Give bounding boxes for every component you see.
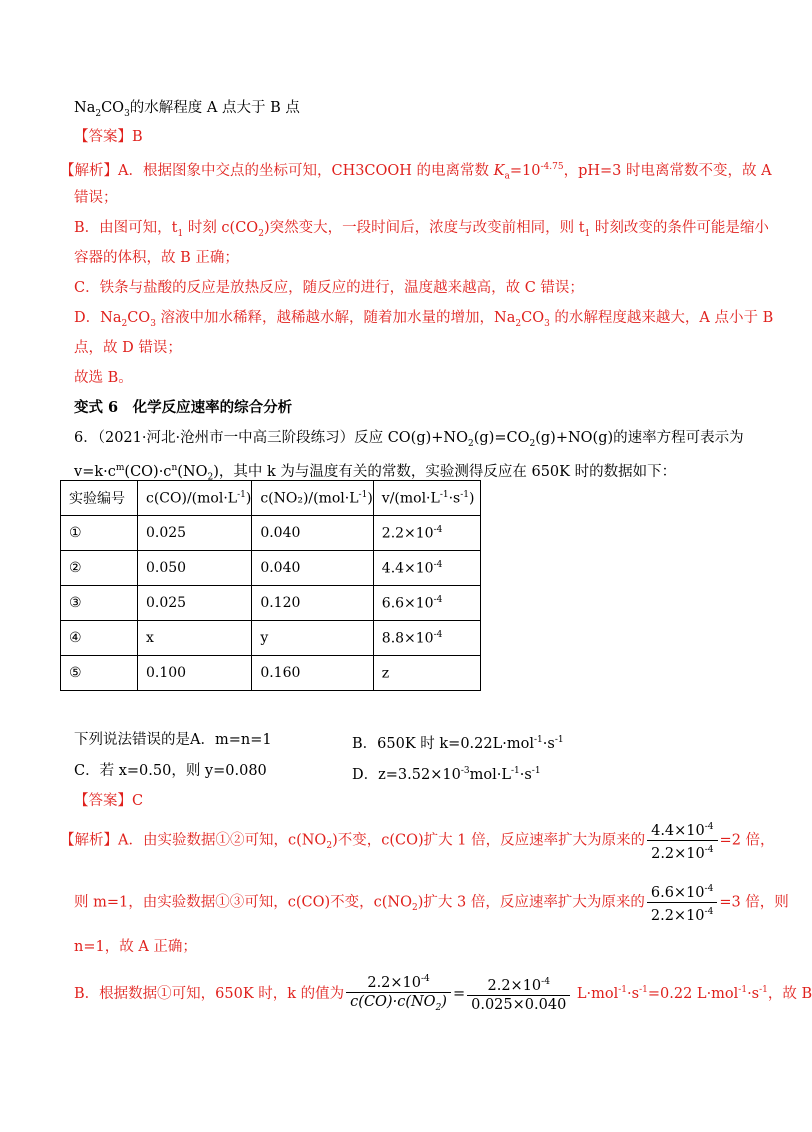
text: D．z=3.52×10: [352, 766, 461, 783]
table-cell: 0.040: [252, 551, 373, 586]
table-header-cell: [373, 481, 480, 516]
sub: 2: [326, 841, 333, 852]
sub: 2: [95, 108, 102, 119]
text: 6．（2021·河北·沧州市一中高三阶段练习）反应 CO(g)+NO: [74, 430, 469, 446]
text: )突然变大，一段时间后，浓度与改变前相同，则 t: [263, 220, 585, 236]
text: B．650K 时 k=0.22L·mol: [352, 735, 534, 752]
text: v=k·c: [74, 463, 116, 480]
table-cell: ⑤: [61, 656, 138, 691]
text: ·s: [519, 766, 532, 783]
text: 实验编号: [69, 491, 125, 507]
sup: -1: [460, 489, 470, 500]
section-title: 变式 6 化学反应速率的综合分析: [74, 399, 293, 416]
text: 4.4×10: [381, 560, 434, 577]
sub: 3: [124, 108, 130, 119]
text: (g)=CO: [473, 430, 530, 446]
analysis-choose: 故选 B。: [74, 370, 133, 386]
text: ，pH=3 时电离常数不变，故 A: [563, 162, 772, 179]
text: ): [245, 490, 252, 507]
table-cell: 0.120: [252, 586, 373, 621]
analysis-a-line1: [60, 157, 772, 187]
text: ): [367, 490, 373, 507]
table-cell: 0.025: [138, 586, 252, 621]
fraction-numerator: [647, 880, 717, 903]
text: ·s: [747, 985, 760, 1002]
table-row: [61, 656, 481, 691]
text: B．由图可知，t: [74, 220, 178, 236]
sup: -3: [460, 766, 470, 776]
sup: -1: [738, 985, 748, 995]
sub: 2: [412, 903, 418, 914]
text: 6.6×10: [650, 884, 705, 901]
text: L·mol: [572, 985, 619, 1002]
option-b: [352, 730, 564, 754]
text: CO: [101, 100, 125, 116]
sup: -4: [433, 629, 443, 640]
table-header-row: [61, 481, 481, 516]
fraction-numerator: [467, 973, 570, 996]
option-a: 下列说法错误的是A．m=n=1: [74, 732, 272, 748]
sup: -1: [554, 735, 564, 745]
sup: -4: [433, 559, 443, 570]
analysis2-line2: [74, 880, 789, 928]
sub: 1: [177, 228, 184, 239]
analysis2-line3: n=1，故 A 正确；: [74, 939, 197, 955]
sup: -1: [510, 766, 520, 776]
text: =10: [509, 162, 541, 179]
sup: -4.75: [540, 162, 564, 172]
text: 【解析】A．根据图象中交点的坐标可知，CH3COOH 的电离常数: [60, 162, 494, 179]
question-6-line1: [74, 428, 744, 454]
text: CO: [127, 310, 151, 326]
fraction: [647, 818, 717, 863]
text: 2.2×10: [651, 845, 705, 862]
text: (NO: [177, 463, 208, 480]
text: )扩大 3 倍，反应速率扩大为原来的: [417, 894, 645, 911]
fraction-numerator: [647, 818, 717, 841]
sub: 3: [150, 318, 156, 329]
table-header-cell: [61, 481, 138, 516]
table-row: [61, 516, 481, 551]
text: 6.6×10: [381, 595, 434, 612]
sup: -1: [533, 735, 543, 745]
text: =0.22 L·mol: [647, 985, 739, 1002]
sub: 3: [544, 318, 550, 329]
text: =2 倍，: [719, 832, 775, 849]
sup: -1: [618, 985, 628, 995]
sup: m: [115, 463, 125, 473]
sup: -4: [704, 822, 714, 832]
table-cell: 0.160: [252, 656, 373, 691]
sup: n: [171, 463, 178, 473]
intro-line: [74, 98, 300, 124]
text: 的水解程度 A 点大于 B 点: [129, 100, 300, 116]
table-row: [61, 551, 481, 586]
sub: a: [504, 171, 510, 182]
fraction-denominator: [346, 993, 451, 1017]
sup: -1: [639, 985, 648, 995]
sup: -1: [759, 985, 768, 995]
sub: 2: [515, 318, 522, 329]
sup: -4: [704, 844, 714, 855]
table-cell: ①: [61, 516, 138, 551]
sub: 2: [121, 318, 128, 329]
sup: -1: [358, 489, 368, 500]
analysis-b-line2: 容器的体积，故 B 正确；: [74, 250, 239, 266]
sup: -1: [531, 766, 541, 776]
sub: 2: [258, 228, 264, 239]
sup: -4: [704, 884, 714, 894]
data-table: [60, 480, 481, 691]
text: c(CO)/(mol·L: [146, 490, 238, 507]
table-cell: [373, 656, 480, 691]
answer-2: 【答案】C: [74, 793, 144, 809]
option-d: [352, 761, 541, 785]
text: )不变，c(CO)扩大 1 倍，反应速率扩大为原来的: [332, 832, 646, 849]
text: mol·L: [469, 766, 511, 783]
text: c(CO)·c(NO: [350, 994, 436, 1011]
text: 溶液中加水稀释，越稀越水解，随着加水量的增加，Na: [155, 310, 516, 326]
table-cell: [373, 551, 480, 586]
text: 8.8×10: [381, 630, 434, 647]
table-cell: [373, 586, 480, 621]
text: ·s: [627, 985, 640, 1002]
text: 4.4×10: [651, 822, 705, 839]
option-c: C．若 x=0.50，则 y=0.080: [74, 763, 267, 779]
sup: -4: [704, 906, 714, 917]
table-cell: ③: [61, 586, 138, 621]
sub: 2: [468, 438, 474, 449]
table-cell: ②: [61, 551, 138, 586]
text: ·s: [448, 490, 461, 507]
text: )，其中 k 为与温度有关的常数，实验测得反应在 650K 时的数据如下：: [213, 463, 677, 480]
analysis-d-line1: [74, 308, 773, 334]
text: (g)+NO(g)的速率方程可表示为: [535, 430, 744, 446]
text: z: [381, 665, 390, 682]
table-row: [61, 586, 481, 621]
fraction-denominator: [647, 903, 717, 925]
text: =3 倍，则: [719, 894, 789, 911]
text: B．根据数据①可知，650K 时，k 的值为: [74, 985, 345, 1002]
fraction: [346, 970, 451, 1017]
text: (CO)·c: [124, 463, 172, 480]
table-header-cell: [138, 481, 252, 516]
ka-symbol: K: [493, 162, 505, 179]
text: c(NO₂)/(mol·L: [260, 490, 359, 507]
table-cell: 0.040: [252, 516, 373, 551]
text: 2.2×10: [650, 907, 705, 924]
text: D．Na: [74, 310, 122, 326]
text: v/(mol·L: [381, 490, 440, 507]
sub: 2: [207, 472, 214, 483]
analysis2-line4: [74, 968, 812, 1017]
sub: 2: [529, 438, 536, 449]
sup: -4: [433, 524, 443, 535]
table-cell: y: [252, 621, 373, 656]
text: 的水解程度越来越大，A 点小于 B: [549, 310, 774, 326]
answer-1: 【答案】B: [74, 129, 143, 145]
table-cell: [373, 516, 480, 551]
analysis-d-line2: 点，故 D 错误；: [74, 340, 182, 356]
fraction-numerator: [346, 970, 451, 993]
table-row: [61, 621, 481, 656]
text: 时刻改变的条件可能是缩小: [590, 220, 769, 236]
analysis-c: C．铁条与盐酸的反应是放热反应，随反应的进行，温度越来越高，故 C 错误；: [74, 280, 584, 296]
sub: 2: [435, 1003, 442, 1014]
text: CO: [521, 310, 545, 326]
fraction: [647, 880, 717, 925]
sub: 1: [584, 228, 591, 239]
text: 2.2×10: [381, 525, 434, 542]
table-header-cell: [252, 481, 373, 516]
analysis-b-line1: [74, 218, 769, 244]
sup: -1: [439, 489, 449, 500]
sup: -4: [541, 977, 550, 988]
equals: =: [452, 985, 466, 1002]
text: ，故 B: [767, 985, 812, 1002]
sup: -4: [421, 974, 430, 985]
text: Na: [74, 100, 96, 116]
table-cell: ④: [61, 621, 138, 656]
text: 时刻 c(CO: [183, 220, 259, 236]
text: ): [441, 994, 447, 1011]
table-cell: [373, 621, 480, 656]
text: 2.2×10: [367, 975, 422, 992]
text: ): [469, 490, 475, 507]
text: 0.025×0.040: [471, 997, 567, 1014]
analysis2-line1: [60, 818, 775, 866]
sup: -1: [237, 489, 246, 500]
fraction-denominator: [467, 996, 570, 1014]
table-cell: x: [138, 621, 252, 656]
text: 2.2×10: [487, 978, 542, 995]
fraction-denominator: [647, 841, 717, 863]
text: 则 m=1，由实验数据①③可知，c(CO)不变，c(NO: [74, 894, 413, 911]
table-cell: 0.050: [138, 551, 252, 586]
table-cell: 0.100: [138, 656, 252, 691]
sup: -4: [433, 594, 443, 605]
table-cell: 0.025: [138, 516, 252, 551]
fraction: [467, 973, 570, 1014]
analysis-a-line2: 错误；: [74, 190, 118, 206]
text: 【解析】A．由实验数据①②可知，c(NO: [60, 832, 327, 849]
text: ·s: [542, 735, 555, 752]
